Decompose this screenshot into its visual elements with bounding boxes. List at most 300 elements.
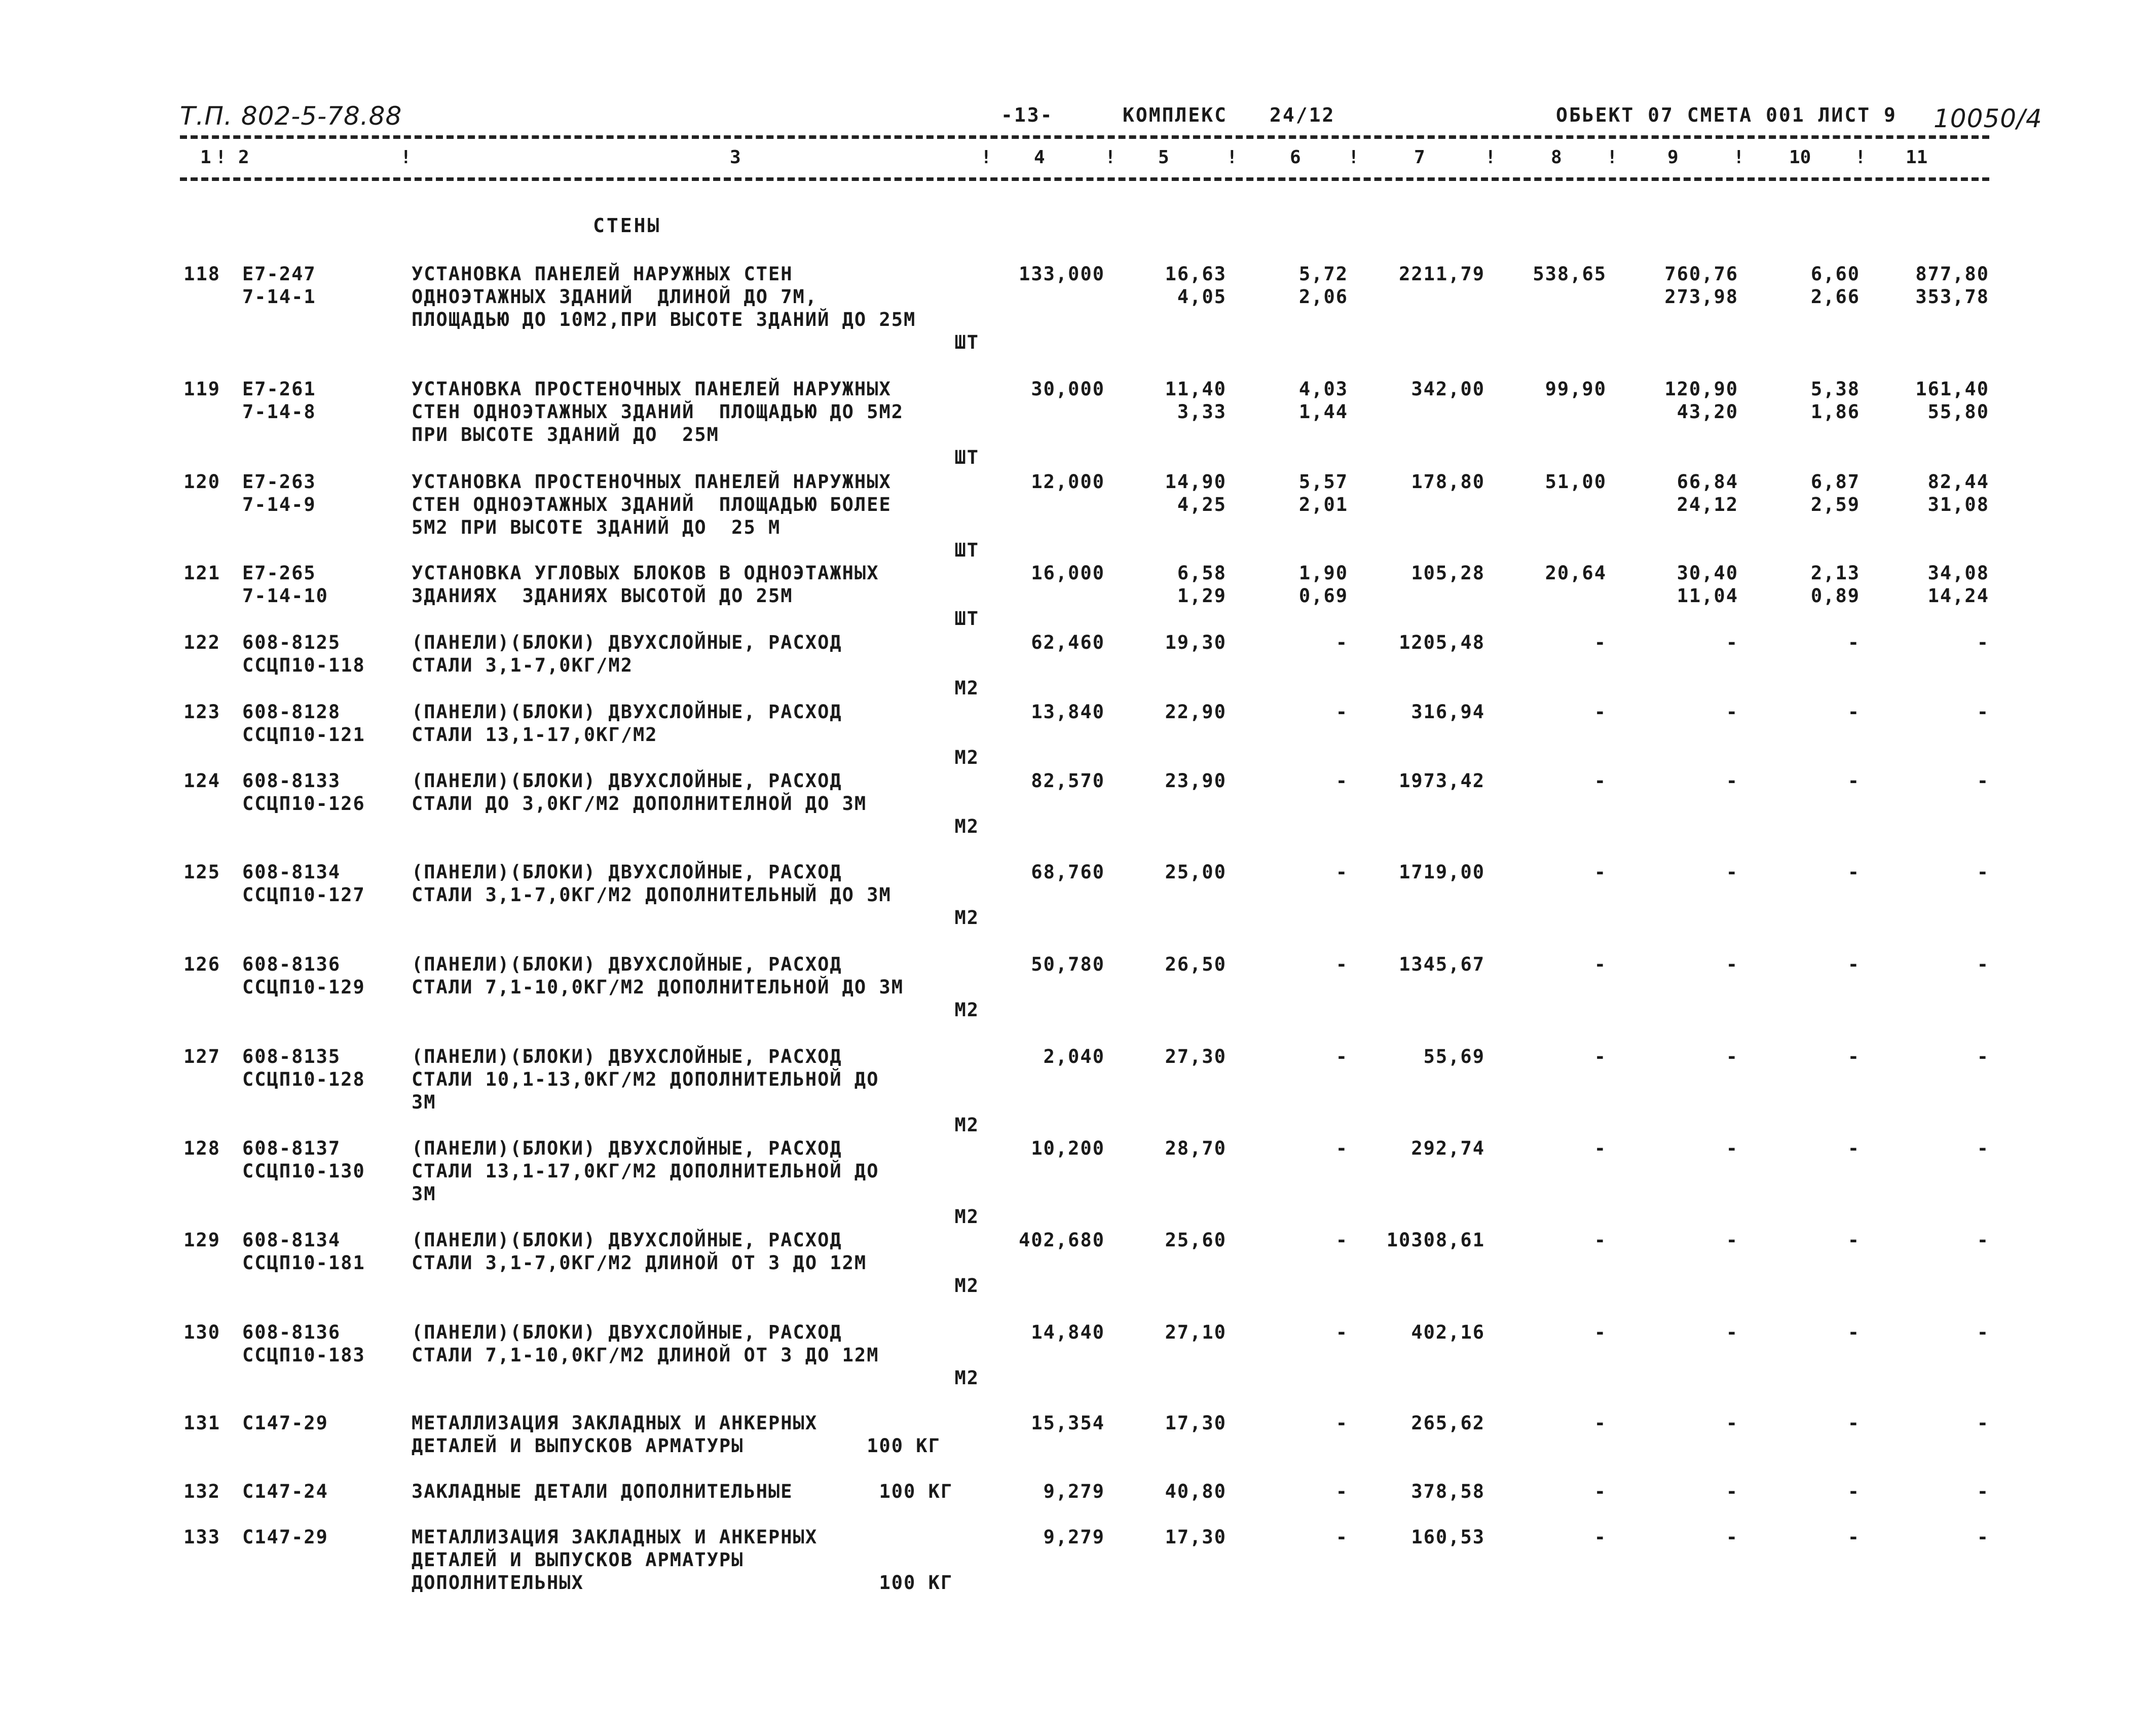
labor-total: [1875, 700, 1989, 723]
description-line: (ПАНЕЛИ)(БЛОКИ) ДВУХСЛОЙНЫЕ, РАСХОД: [412, 1321, 842, 1343]
column-separator: !: [981, 147, 992, 168]
total-machines: [1622, 1137, 1738, 1160]
total-machines-line: 24,12: [1677, 494, 1738, 515]
labor-total: [1875, 562, 1989, 607]
description-line: СТАЛИ ДО 3,0КГ/М2 ДОПОЛНИТЕЛНОЙ ДО 3М: [412, 793, 867, 815]
row-number: 127: [183, 1046, 220, 1067]
total-machines: [1622, 1229, 1738, 1251]
labor-total: [1875, 263, 1989, 308]
unit-cost-machines-line: 2,01: [1298, 494, 1348, 515]
unit-cost-machines: [1237, 769, 1348, 792]
unit-cost-machines-line: -: [1335, 1321, 1348, 1343]
total-wages: -: [1594, 1137, 1607, 1159]
labor-total-line: -: [1977, 1321, 1989, 1343]
column-separator: !: [1607, 147, 1618, 168]
unit-cost-machines-line: 4,03: [1298, 378, 1348, 400]
price-code: [242, 700, 365, 746]
total-wages: -: [1594, 1412, 1607, 1434]
total-machines: [1622, 861, 1738, 883]
section-title: СТЕНЫ: [593, 214, 661, 237]
unit-cost-machines-line: 1,44: [1298, 401, 1348, 423]
unit-cost-line: 14,90: [1165, 471, 1227, 493]
total-cost: 342,00: [1411, 378, 1485, 400]
price-code-line: 608-8136: [242, 1321, 341, 1343]
unit-of-measure: М2: [954, 816, 979, 837]
unit-cost-line: 11,40: [1165, 378, 1227, 400]
total-cost: 105,28: [1411, 562, 1485, 584]
unit-cost: [1110, 1229, 1227, 1251]
unit-of-measure: М2: [954, 747, 979, 768]
total-machines: [1622, 1321, 1738, 1344]
total-machines: [1622, 953, 1738, 976]
labor-total-line: -: [1977, 953, 1989, 975]
unit-of-measure: М2: [954, 1275, 979, 1297]
unit-cost: [1110, 1045, 1227, 1068]
total-wages: -: [1594, 1481, 1607, 1502]
column-number: 11: [1906, 147, 1928, 168]
total-machines-line: 11,04: [1677, 585, 1738, 607]
unit-cost-machines: [1237, 470, 1348, 516]
description-line: (ПАНЕЛИ)(БЛОКИ) ДВУХСЛОЙНЫЕ, РАСХОД: [412, 1046, 842, 1067]
labor-unit: [1754, 1321, 1860, 1344]
labor-total: [1875, 1526, 1989, 1548]
unit-cost-machines: [1237, 1412, 1348, 1434]
total-wages: 20,64: [1545, 562, 1607, 584]
row-number: 130: [183, 1321, 220, 1343]
labor-total-line: 55,80: [1927, 401, 1989, 423]
doc-id: Т.П. 802-5-78.88: [180, 101, 402, 131]
price-code: [242, 1045, 365, 1091]
labor-unit: [1754, 1412, 1860, 1434]
total-wages: -: [1594, 770, 1607, 792]
unit-cost-line: 23,90: [1165, 770, 1227, 792]
work-description: [412, 700, 979, 769]
price-code-line: 7-14-9: [242, 494, 316, 515]
unit-cost-machines-line: -: [1335, 953, 1348, 975]
labor-total-line: -: [1977, 1046, 1989, 1067]
labor-total-line: -: [1977, 1229, 1989, 1251]
quantity: 9,279: [1043, 1526, 1105, 1548]
object-estimate-sheet: ОБЬЕКТ 07 СМЕТА 001 ЛИСТ 9: [1556, 104, 1897, 126]
column-number: 6: [1290, 147, 1301, 168]
price-code: [242, 1137, 365, 1183]
price-code-line: 7-14-8: [242, 401, 316, 423]
total-wages: 538,65: [1533, 263, 1607, 285]
column-separator: !: [400, 147, 412, 168]
unit-cost: [1110, 1321, 1227, 1344]
labor-total: [1875, 1229, 1989, 1251]
description-line: (ПАНЕЛИ)(БЛОКИ) ДВУХСЛОЙНЫЕ, РАСХОД: [412, 1137, 842, 1159]
total-machines-line: 760,76: [1664, 263, 1738, 285]
total-cost: 292,74: [1411, 1137, 1485, 1159]
description-line: МЕТАЛЛИЗАЦИЯ ЗАКЛАДНЫХ И АНКЕРНЫХ: [412, 1526, 818, 1548]
description-line: 3М: [412, 1091, 436, 1113]
labor-unit-line: -: [1847, 1229, 1860, 1251]
total-machines: [1622, 1526, 1738, 1548]
work-description: [412, 1137, 979, 1228]
total-wages: -: [1594, 632, 1607, 653]
price-code: [242, 263, 316, 308]
description-line: ДОПОЛНИТЕЛЬНЫХ 100 КГ: [412, 1572, 953, 1594]
labor-total-line: 31,08: [1927, 494, 1989, 515]
row-number: 126: [183, 953, 220, 975]
total-cost: 1205,48: [1399, 632, 1485, 653]
row-number: 123: [183, 701, 220, 723]
unit-cost: [1110, 1480, 1227, 1503]
unit-cost: [1110, 263, 1227, 308]
description-line: ДЕТАЛЕЙ И ВЫПУСКОВ АРМАТУРЫ 100 КГ: [412, 1435, 941, 1457]
unit-cost-machines: [1237, 1229, 1348, 1251]
total-machines: [1622, 1045, 1738, 1068]
labor-unit: [1754, 1229, 1860, 1251]
total-cost: 402,16: [1411, 1321, 1485, 1343]
description-line: ДЕТАЛЕЙ И ВЫПУСКОВ АРМАТУРЫ: [412, 1549, 744, 1571]
labor-unit-line: 2,13: [1810, 562, 1860, 584]
unit-cost-line: 27,30: [1165, 1046, 1227, 1067]
unit-cost: [1110, 700, 1227, 723]
unit-cost-machines: [1237, 562, 1348, 607]
unit-cost-line: 4,05: [1177, 286, 1227, 308]
price-code: [242, 1412, 328, 1434]
price-code: [242, 953, 365, 999]
quantity: 15,354: [1031, 1412, 1105, 1434]
unit-of-measure: М2: [954, 1206, 979, 1228]
labor-total-line: -: [1977, 632, 1989, 653]
labor-unit: [1754, 470, 1860, 516]
description-line: СТАЛИ 3,1-7,0КГ/М2: [412, 654, 633, 676]
unit-of-measure: ШТ: [954, 608, 979, 630]
price-code: [242, 1321, 365, 1366]
labor-unit-line: -: [1847, 953, 1860, 975]
unit-cost-line: 25,60: [1165, 1229, 1227, 1251]
labor-total: [1875, 1321, 1989, 1344]
quantity: 14,840: [1031, 1321, 1105, 1343]
unit-cost-machines-line: -: [1335, 1046, 1348, 1067]
labor-total-line: -: [1977, 770, 1989, 792]
unit-cost-machines-line: -: [1335, 632, 1348, 653]
labor-unit: [1754, 1526, 1860, 1548]
unit-cost-line: 17,30: [1165, 1526, 1227, 1548]
unit-of-measure: ШТ: [954, 331, 979, 353]
price-code: [242, 1526, 328, 1548]
unit-cost-machines: [1237, 631, 1348, 654]
total-machines: [1622, 631, 1738, 654]
unit-cost: [1110, 378, 1227, 423]
description-line: ЗАКЛАДНЫЕ ДЕТАЛИ ДОПОЛНИТЕЛЬНЫЕ 100 КГ: [412, 1481, 953, 1502]
total-machines-line: -: [1726, 1229, 1738, 1251]
work-description: [412, 1045, 979, 1136]
total-cost: 265,62: [1411, 1412, 1485, 1434]
quantity: 10,200: [1031, 1137, 1105, 1159]
description-line: СТАЛИ 13,1-17,0КГ/М2: [412, 724, 658, 746]
column-number: 8: [1551, 147, 1562, 168]
unit-cost-machines: [1237, 861, 1348, 883]
work-description: [412, 953, 979, 1021]
description-line: СТЕН ОДНОЭТАЖНЫХ ЗДАНИЙ ПЛОЩАДЬЮ ДО 5М2: [412, 401, 904, 423]
unit-of-measure: М2: [954, 907, 979, 929]
unit-cost-line: 22,90: [1165, 701, 1227, 723]
labor-total-line: 14,24: [1927, 585, 1989, 607]
unit-cost-machines-line: -: [1335, 1229, 1348, 1251]
quantity: 12,000: [1031, 471, 1105, 493]
row-number: 118: [183, 263, 220, 285]
column-separator: !: [1348, 147, 1359, 168]
price-code-line: Е7-247: [242, 263, 316, 285]
unit-cost-machines-line: -: [1335, 770, 1348, 792]
total-cost: 1719,00: [1399, 861, 1485, 883]
labor-unit-line: -: [1847, 1046, 1860, 1067]
total-machines-line: -: [1726, 701, 1738, 723]
unit-cost-machines-line: -: [1335, 1412, 1348, 1434]
complex-value: 24/12: [1270, 104, 1335, 126]
column-separator: !: [1855, 147, 1866, 168]
unit-cost-line: 19,30: [1165, 632, 1227, 653]
description-line: (ПАНЕЛИ)(БЛОКИ) ДВУХСЛОЙНЫЕ, РАСХОД: [412, 861, 842, 883]
unit-cost-line: 28,70: [1165, 1137, 1227, 1159]
labor-unit-line: -: [1847, 701, 1860, 723]
description-line: СТАЛИ 10,1-13,0КГ/М2 ДОПОЛНИТЕЛЬНОЙ ДО: [412, 1068, 879, 1090]
price-code: [242, 470, 316, 516]
price-code-line: ССЦП10-128: [242, 1068, 365, 1090]
work-description: [412, 1229, 979, 1297]
top-rule: [180, 135, 1989, 139]
total-wages: 99,90: [1545, 378, 1607, 400]
row-number: 133: [183, 1526, 220, 1548]
description-line: СТАЛИ 3,1-7,0КГ/М2 ДОПОЛНИТЕЛЬНЫЙ ДО 3М: [412, 884, 891, 906]
work-description: [412, 470, 979, 562]
total-wages: -: [1594, 861, 1607, 883]
column-separator: !: [1105, 147, 1116, 168]
total-machines: [1622, 378, 1738, 423]
total-cost: 1973,42: [1399, 770, 1485, 792]
unit-cost-machines-line: -: [1335, 1481, 1348, 1502]
quantity: 13,840: [1031, 701, 1105, 723]
unit-cost-line: 27,10: [1165, 1321, 1227, 1343]
quantity: 30,000: [1031, 378, 1105, 400]
labor-total: [1875, 378, 1989, 423]
total-machines-line: 66,84: [1677, 471, 1738, 493]
price-code-line: Е7-263: [242, 471, 316, 493]
description-line: СТАЛИ 7,1-10,0КГ/М2 ДОПОЛНИТЕЛЬНОЙ ДО 3М: [412, 976, 904, 998]
labor-total-line: -: [1977, 1137, 1989, 1159]
total-machines-line: -: [1726, 1046, 1738, 1067]
total-machines-line: 30,40: [1677, 562, 1738, 584]
price-code: [242, 378, 316, 423]
unit-cost-line: 17,30: [1165, 1412, 1227, 1434]
unit-cost-line: 26,50: [1165, 953, 1227, 975]
total-machines: [1622, 1480, 1738, 1503]
unit-cost-line: 3,33: [1177, 401, 1227, 423]
price-code-line: ССЦП10-127: [242, 884, 365, 906]
unit-of-measure: ШТ: [954, 447, 979, 468]
total-cost: 10308,61: [1386, 1229, 1485, 1251]
price-code-line: Е7-261: [242, 378, 316, 400]
description-line: СТАЛИ 7,1-10,0КГ/М2 ДЛИНОЙ ОТ 3 ДО 12М: [412, 1344, 879, 1366]
labor-unit-line: -: [1847, 1412, 1860, 1434]
total-wages: -: [1594, 1046, 1607, 1067]
unit-cost-line: 6,58: [1177, 562, 1227, 584]
column-number: 2: [238, 147, 249, 168]
row-number: 119: [183, 378, 220, 400]
total-machines-line: -: [1726, 1481, 1738, 1502]
total-machines-line: -: [1726, 861, 1738, 883]
row-number: 120: [183, 471, 220, 493]
total-machines-line: -: [1726, 1526, 1738, 1548]
quantity: 82,570: [1031, 770, 1105, 792]
column-number: 4: [1034, 147, 1045, 168]
unit-cost: [1110, 1526, 1227, 1548]
labor-unit-line: -: [1847, 632, 1860, 653]
unit-of-measure: ШТ: [954, 539, 979, 561]
labor-unit-line: 6,60: [1810, 263, 1860, 285]
total-machines-line: 120,90: [1664, 378, 1738, 400]
labor-total: [1875, 1045, 1989, 1068]
description-line: (ПАНЕЛИ)(БЛОКИ) ДВУХСЛОЙНЫЕ, РАСХОД: [412, 953, 842, 975]
unit-cost: [1110, 769, 1227, 792]
total-cost: 316,94: [1411, 701, 1485, 723]
labor-unit: [1754, 378, 1860, 423]
labor-unit-line: -: [1847, 770, 1860, 792]
complex-label: КОМПЛЕКС: [1123, 104, 1228, 126]
total-machines: [1622, 470, 1738, 516]
unit-of-measure: М2: [954, 677, 979, 699]
quantity: 68,760: [1031, 861, 1105, 883]
unit-cost-line: 4,25: [1177, 494, 1227, 515]
labor-unit-line: -: [1847, 1481, 1860, 1502]
row-number: 129: [183, 1229, 220, 1251]
unit-cost-line: 16,63: [1165, 263, 1227, 285]
unit-cost-machines: [1237, 1321, 1348, 1344]
unit-cost-machines: [1237, 1045, 1348, 1068]
labor-unit-line: 5,38: [1810, 378, 1860, 400]
price-code-line: 608-8136: [242, 953, 341, 975]
quantity: 133,000: [1019, 263, 1105, 285]
unit-cost-machines-line: -: [1335, 1137, 1348, 1159]
labor-unit: [1754, 1480, 1860, 1503]
price-code-line: Е7-265: [242, 562, 316, 584]
work-description: [412, 861, 979, 929]
row-number: 122: [183, 632, 220, 653]
unit-cost-machines-line: -: [1335, 861, 1348, 883]
unit-cost-machines: [1237, 953, 1348, 976]
description-line: (ПАНЕЛИ)(БЛОКИ) ДВУХСЛОЙНЫЕ, РАСХОД: [412, 632, 842, 653]
column-number: 5: [1158, 147, 1169, 168]
column-separator: !: [1485, 147, 1496, 168]
price-code-line: ССЦП10-129: [242, 976, 365, 998]
quantity: 402,680: [1019, 1229, 1105, 1251]
unit-cost: [1110, 631, 1227, 654]
total-machines-line: -: [1726, 1412, 1738, 1434]
total-machines-line: -: [1726, 1321, 1738, 1343]
total-machines-line: -: [1726, 1137, 1738, 1159]
labor-total-line: -: [1977, 1481, 1989, 1502]
price-code-line: 608-8134: [242, 861, 341, 883]
work-description: [412, 769, 979, 838]
total-machines-line: 43,20: [1677, 401, 1738, 423]
column-separator: !: [1733, 147, 1744, 168]
total-cost: 1345,67: [1399, 953, 1485, 975]
unit-cost-line: 25,00: [1165, 861, 1227, 883]
labor-total: [1875, 1137, 1989, 1160]
total-wages: -: [1594, 953, 1607, 975]
total-wages: -: [1594, 701, 1607, 723]
unit-cost-machines-line: -: [1335, 701, 1348, 723]
labor-total: [1875, 953, 1989, 976]
labor-total-line: -: [1977, 701, 1989, 723]
description-line: (ПАНЕЛИ)(БЛОКИ) ДВУХСЛОЙНЫЕ, РАСХОД: [412, 1229, 842, 1251]
quantity: 16,000: [1031, 562, 1105, 584]
labor-total: [1875, 631, 1989, 654]
work-description: [412, 631, 979, 699]
unit-cost: [1110, 1412, 1227, 1434]
labor-unit: [1754, 631, 1860, 654]
price-code-line: ССЦП10-181: [242, 1252, 365, 1274]
header-rule: [180, 177, 1989, 181]
unit-cost-machines: [1237, 263, 1348, 308]
total-cost: 2211,79: [1399, 263, 1485, 285]
unit-cost-machines: [1237, 1137, 1348, 1160]
handwritten-number: 10050/4: [1934, 104, 2042, 133]
labor-unit: [1754, 562, 1860, 607]
description-line: СТЕН ОДНОЭТАЖНЫХ ЗДАНИЙ ПЛОЩАДЬЮ БОЛЕЕ: [412, 494, 891, 515]
description-line: СТАЛИ 13,1-17,0КГ/М2 ДОПОЛНИТЕЛЬНОЙ ДО: [412, 1160, 879, 1182]
row-number: 124: [183, 770, 220, 792]
labor-unit-line: 1,86: [1810, 401, 1860, 423]
unit-cost-machines-line: 1,90: [1298, 562, 1348, 584]
labor-unit: [1754, 769, 1860, 792]
work-description: [412, 1526, 979, 1594]
row-number: 125: [183, 861, 220, 883]
labor-total: [1875, 769, 1989, 792]
labor-unit: [1754, 700, 1860, 723]
description-line: (ПАНЕЛИ)(БЛОКИ) ДВУХСЛОЙНЫЕ, РАСХОД: [412, 701, 842, 723]
unit-cost-machines: [1237, 1526, 1348, 1548]
unit-cost: [1110, 953, 1227, 976]
price-code-line: ССЦП10-130: [242, 1160, 365, 1182]
labor-total-line: -: [1977, 1412, 1989, 1434]
work-description: [412, 263, 979, 354]
labor-total-line: 877,80: [1915, 263, 1989, 285]
row-number: 128: [183, 1137, 220, 1159]
unit-cost-line: 1,29: [1177, 585, 1227, 607]
price-code-line: 608-8125: [242, 632, 341, 653]
quantity: 62,460: [1031, 632, 1105, 653]
column-number: 3: [730, 147, 741, 168]
labor-unit: [1754, 263, 1860, 308]
unit-cost: [1110, 562, 1227, 607]
total-machines: [1622, 562, 1738, 607]
total-cost: 178,80: [1411, 471, 1485, 493]
total-machines: [1622, 769, 1738, 792]
work-description: [412, 1321, 979, 1389]
labor-total: [1875, 1480, 1989, 1503]
unit-of-measure: М2: [954, 999, 979, 1021]
description-line: 5М2 ПРИ ВЫСОТЕ ЗДАНИЙ ДО 25 М: [412, 516, 781, 538]
description-line: УСТАНОВКА ПРОСТЕНОЧНЫХ ПАНЕЛЕЙ НАРУЖНЫХ: [412, 378, 891, 400]
description-line: УСТАНОВКА ПАНЕЛЕЙ НАРУЖНЫХ СТЕН: [412, 263, 793, 285]
price-code: [242, 562, 328, 607]
labor-total: [1875, 1412, 1989, 1434]
page-number: -13-: [1001, 104, 1054, 126]
labor-unit-line: 6,87: [1810, 471, 1860, 493]
quantity: 50,780: [1031, 953, 1105, 975]
price-code: [242, 861, 365, 906]
labor-unit-line: 2,59: [1810, 494, 1860, 515]
total-machines: [1622, 1412, 1738, 1434]
unit-of-measure: М2: [954, 1114, 979, 1136]
price-code: [242, 631, 365, 677]
work-description: [412, 562, 979, 630]
